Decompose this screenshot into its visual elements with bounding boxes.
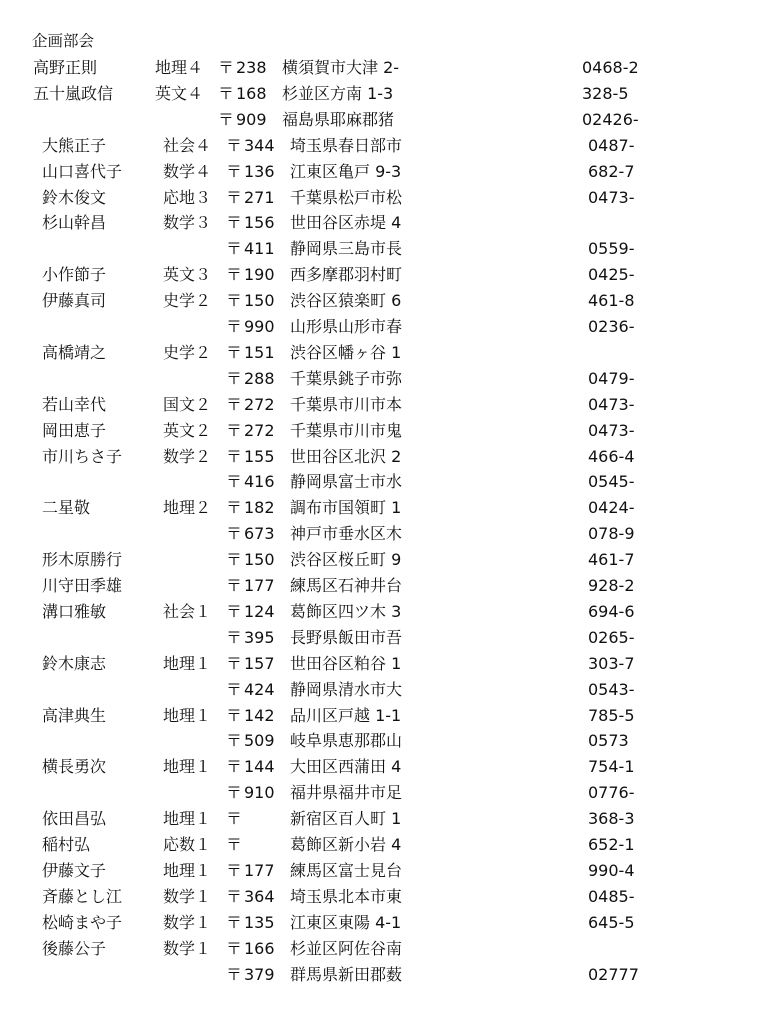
member-address: 練馬区石神井台: [290, 576, 403, 595]
member-phone: 694-6: [588, 601, 635, 621]
postal-code: 157: [244, 653, 275, 673]
postal-mark: 〒: [226, 912, 242, 932]
postal-code: 424: [244, 679, 275, 699]
postal-mark: 〒: [226, 394, 242, 414]
postal-code: 271: [244, 187, 275, 207]
member-name: 伊藤文子: [42, 860, 107, 880]
list-item: [0, 754, 778, 780]
page-title: 企画部会: [32, 32, 95, 50]
list-item: [0, 444, 778, 470]
postal-mark: 〒: [226, 783, 242, 803]
member-name: 高津典生: [42, 705, 107, 725]
postal-code: 151: [244, 342, 275, 362]
member-phone: 0265-: [588, 627, 635, 647]
member-name: 形木原勝行: [42, 550, 123, 570]
member-department: 数学３: [163, 213, 212, 233]
postal-mark: 〒: [226, 757, 242, 777]
postal-mark: 〒: [226, 964, 242, 984]
postal-mark: 〒: [226, 653, 242, 673]
postal-code: 168: [236, 83, 267, 103]
member-address: 世田谷区粕谷 1: [290, 653, 402, 673]
member-address: 千葉県松戸市松: [290, 187, 403, 207]
postal-mark: 〒: [226, 860, 242, 880]
postal-mark: 〒: [226, 342, 242, 362]
postal-code: 155: [244, 446, 275, 466]
list-item: [0, 133, 778, 159]
member-address: 新宿区百人町 1: [290, 809, 402, 829]
postal-code: 509: [244, 731, 275, 751]
member-department: 地理１: [163, 809, 212, 829]
member-address: 静岡県三島市長: [290, 239, 403, 259]
list-item: [0, 910, 778, 936]
member-phone: 0236-: [588, 317, 635, 336]
member-phone: 02777: [588, 964, 639, 984]
member-name: 岡田恵子: [42, 420, 107, 440]
member-address: 神戸市垂水区木: [290, 524, 403, 544]
member-name: 鈴木康志: [42, 653, 107, 673]
list-item: [0, 392, 778, 418]
member-department: 応地３: [163, 187, 212, 207]
postal-mark: 〒: [226, 731, 242, 751]
list-item: [0, 780, 778, 806]
list-item: [0, 677, 778, 703]
list-item: [0, 236, 778, 262]
postal-code: 272: [244, 394, 275, 414]
postal-mark: 〒: [226, 161, 242, 181]
member-address: 杉並区阿佐谷南: [290, 938, 403, 958]
member-phone: 0425-: [588, 265, 635, 285]
member-name: 横長勇次: [42, 757, 107, 777]
member-name: 鈴木俊文: [42, 187, 107, 207]
postal-code: 288: [244, 368, 275, 388]
member-address: 静岡県富士市水: [290, 472, 403, 492]
postal-mark: 〒: [226, 135, 242, 155]
member-department: 英文３: [163, 265, 212, 285]
member-phone: 652-1: [588, 835, 635, 854]
member-phone: 0424-: [588, 498, 635, 518]
postal-mark: 〒: [218, 109, 234, 129]
member-department: 地理１: [163, 757, 212, 777]
member-department: 英文２: [163, 420, 212, 440]
postal-code: 238: [236, 58, 267, 77]
postal-mark: 〒: [226, 601, 242, 621]
member-name: 市川ちさ子: [42, 446, 123, 466]
member-phone: 0776-: [588, 783, 635, 803]
postal-mark: 〒: [226, 265, 242, 285]
member-name: 川守田季雄: [42, 576, 123, 595]
list-item: [0, 703, 778, 729]
postal-code: 150: [244, 291, 275, 311]
member-address: 渋谷区幡ヶ谷 1: [290, 342, 402, 362]
postal-code: 135: [244, 912, 275, 932]
member-department: 地理１: [163, 860, 212, 880]
member-phone: 0545-: [588, 472, 635, 492]
postal-mark: 〒: [226, 679, 242, 699]
postal-mark: 〒: [226, 809, 242, 829]
list-item: [0, 159, 778, 185]
list-item: [0, 884, 778, 910]
postal-mark: 〒: [226, 576, 242, 595]
list-item: [0, 185, 778, 211]
list-item: [0, 55, 778, 81]
member-phone: 990-4: [588, 860, 635, 880]
member-phone: 461-8: [588, 291, 635, 311]
member-phone: 078-9: [588, 524, 635, 544]
member-name: 杉山幹昌: [42, 213, 107, 233]
postal-code: 150: [244, 550, 275, 570]
member-department: 国文２: [163, 394, 212, 414]
postal-mark: 〒: [226, 886, 242, 906]
member-name: 稲村弘: [42, 835, 91, 854]
list-item: [0, 521, 778, 547]
list-item: [0, 573, 778, 599]
member-department: 英文４: [155, 83, 204, 103]
member-address: 千葉県市川市鬼: [290, 420, 403, 440]
list-item: [0, 262, 778, 288]
member-phone: 328-5: [582, 83, 629, 103]
postal-code: 142: [244, 705, 275, 725]
list-item: [0, 107, 778, 133]
member-department: 地理４: [155, 58, 204, 77]
postal-mark: 〒: [226, 446, 242, 466]
member-phone: 0479-: [588, 368, 635, 388]
member-name: 溝口雅敏: [42, 601, 107, 621]
member-address: 福井県福井市足: [290, 783, 403, 803]
postal-code: 136: [244, 161, 275, 181]
postal-code: 364: [244, 886, 275, 906]
list-item: [0, 936, 778, 962]
member-address: 江東区亀戸 9-3: [290, 161, 402, 181]
member-name: 高野正則: [33, 58, 98, 77]
list-item: [0, 418, 778, 444]
member-address: 葛飾区新小岩 4: [290, 835, 402, 854]
list-item: [0, 340, 778, 366]
list-item: [0, 599, 778, 625]
member-address: 調布市国領町 1: [290, 498, 402, 518]
list-item: [0, 366, 778, 392]
member-address: 長野県飯田市吾: [290, 627, 403, 647]
postal-mark: 〒: [226, 420, 242, 440]
postal-mark: 〒: [226, 317, 242, 336]
postal-code: 416: [244, 472, 275, 492]
member-department: 史学２: [163, 291, 212, 311]
list-item: [0, 962, 778, 988]
member-address: 大田区西蒲田 4: [290, 757, 402, 777]
member-address: 渋谷区猿楽町 6: [290, 291, 402, 311]
member-department: 史学２: [163, 342, 212, 362]
member-address: 福島県耶麻郡猪: [282, 109, 395, 129]
postal-mark: 〒: [226, 368, 242, 388]
member-name: 若山幸代: [42, 394, 107, 414]
postal-mark: 〒: [226, 472, 242, 492]
postal-mark: 〒: [226, 524, 242, 544]
member-phone: 466-4: [588, 446, 635, 466]
member-department: 社会１: [163, 601, 212, 621]
member-address: 杉並区方南 1-3: [282, 83, 394, 103]
list-item: [0, 314, 778, 340]
member-name: 伊藤真司: [42, 291, 107, 311]
list-item: [0, 547, 778, 573]
postal-code: 910: [244, 783, 275, 803]
member-phone: 785-5: [588, 705, 635, 725]
postal-code: 156: [244, 213, 275, 233]
member-phone: 0473-: [588, 187, 635, 207]
member-phone: 0487-: [588, 135, 635, 155]
member-address: 世田谷区赤堤 4: [290, 213, 402, 233]
postal-mark: 〒: [226, 239, 242, 259]
postal-mark: 〒: [226, 498, 242, 518]
postal-code: 673: [244, 524, 275, 544]
member-phone: 645-5: [588, 912, 635, 932]
member-phone: 303-7: [588, 653, 635, 673]
member-address: 品川区戸越 1-1: [290, 705, 402, 725]
member-department: 数学４: [163, 161, 212, 181]
postal-code: 124: [244, 601, 275, 621]
member-name: 後藤公子: [42, 938, 107, 958]
postal-mark: 〒: [226, 627, 242, 647]
member-department: 数学２: [163, 446, 212, 466]
postal-code: 190: [244, 265, 275, 285]
postal-mark: 〒: [218, 58, 234, 77]
list-item: [0, 728, 778, 754]
list-item: [0, 832, 778, 858]
member-phone: 928-2: [588, 576, 635, 595]
member-address: 岐阜県恵那郡山: [290, 731, 403, 751]
member-name: 高橋靖之: [42, 342, 107, 362]
postal-mark: 〒: [226, 705, 242, 725]
member-address: 世田谷区北沢 2: [290, 446, 402, 466]
postal-code: 909: [236, 109, 267, 129]
list-item: [0, 210, 778, 236]
postal-code: 990: [244, 317, 275, 336]
postal-code: 177: [244, 860, 275, 880]
member-address: 葛飾区四ツ木 3: [290, 601, 402, 621]
postal-code: 272: [244, 420, 275, 440]
member-phone: 461-7: [588, 550, 635, 570]
postal-mark: 〒: [226, 213, 242, 233]
member-phone: 0485-: [588, 886, 635, 906]
list-item: [0, 858, 778, 884]
member-department: 社会４: [163, 135, 212, 155]
postal-code: 182: [244, 498, 275, 518]
member-address: 千葉県市川市本: [290, 394, 403, 414]
postal-code: 344: [244, 135, 275, 155]
list-item: [0, 81, 778, 107]
list-item: [0, 495, 778, 521]
member-phone: 0543-: [588, 679, 635, 699]
member-department: 地理１: [163, 705, 212, 725]
member-address: 埼玉県春日部市: [290, 135, 403, 155]
list-item: [0, 469, 778, 495]
postal-mark: 〒: [226, 550, 242, 570]
member-phone: 0468-2: [582, 58, 639, 77]
postal-code: 379: [244, 964, 275, 984]
member-address: 埼玉県北本市東: [290, 886, 403, 906]
member-address: 渋谷区桜丘町 9: [290, 550, 402, 570]
postal-code: 395: [244, 627, 275, 647]
member-department: 応数１: [163, 835, 212, 854]
member-phone: 0473-: [588, 394, 635, 414]
member-name: 山口喜代子: [42, 161, 123, 181]
member-name: 依田昌弘: [42, 809, 107, 829]
member-address: 西多摩郡羽村町: [290, 265, 403, 285]
list-item: [0, 651, 778, 677]
postal-code: 177: [244, 576, 275, 595]
member-address: 山形県山形市春: [290, 317, 403, 336]
postal-mark: 〒: [226, 835, 242, 854]
member-department: 地理１: [163, 653, 212, 673]
member-name: 大熊正子: [42, 135, 107, 155]
member-name: 小作節子: [42, 265, 107, 285]
postal-mark: 〒: [226, 938, 242, 958]
member-address: 江東区東陽 4-1: [290, 912, 402, 932]
list-item: [0, 806, 778, 832]
member-phone: 0473-: [588, 420, 635, 440]
postal-code: 166: [244, 938, 275, 958]
member-phone: 0559-: [588, 239, 635, 259]
member-address: 横須賀市大津 2-: [282, 58, 400, 77]
member-department: 数学１: [163, 886, 212, 906]
member-phone: 0573: [588, 731, 629, 751]
postal-code: 144: [244, 757, 275, 777]
member-name: 五十嵐政信: [33, 83, 114, 103]
member-phone: 754-1: [588, 757, 635, 777]
postal-mark: 〒: [226, 187, 242, 207]
member-address: 練馬区富士見台: [290, 860, 403, 880]
member-department: 地理２: [163, 498, 212, 518]
member-phone: 02426-: [582, 109, 639, 129]
postal-mark: 〒: [218, 83, 234, 103]
member-phone: 682-7: [588, 161, 635, 181]
member-address: 静岡県清水市大: [290, 679, 403, 699]
member-name: 松崎まや子: [42, 912, 123, 932]
postal-mark: 〒: [226, 291, 242, 311]
member-department: 数学１: [163, 938, 212, 958]
postal-code: 411: [244, 239, 275, 259]
list-item: [0, 288, 778, 314]
member-name: 二星敬: [42, 498, 91, 518]
member-name: 斉藤とし江: [42, 886, 123, 906]
member-department: 数学１: [163, 912, 212, 932]
list-item: [0, 625, 778, 651]
member-address: 千葉県銚子市弥: [290, 368, 403, 388]
member-phone: 368-3: [588, 809, 635, 829]
member-address: 群馬県新田郡薮: [290, 964, 403, 984]
